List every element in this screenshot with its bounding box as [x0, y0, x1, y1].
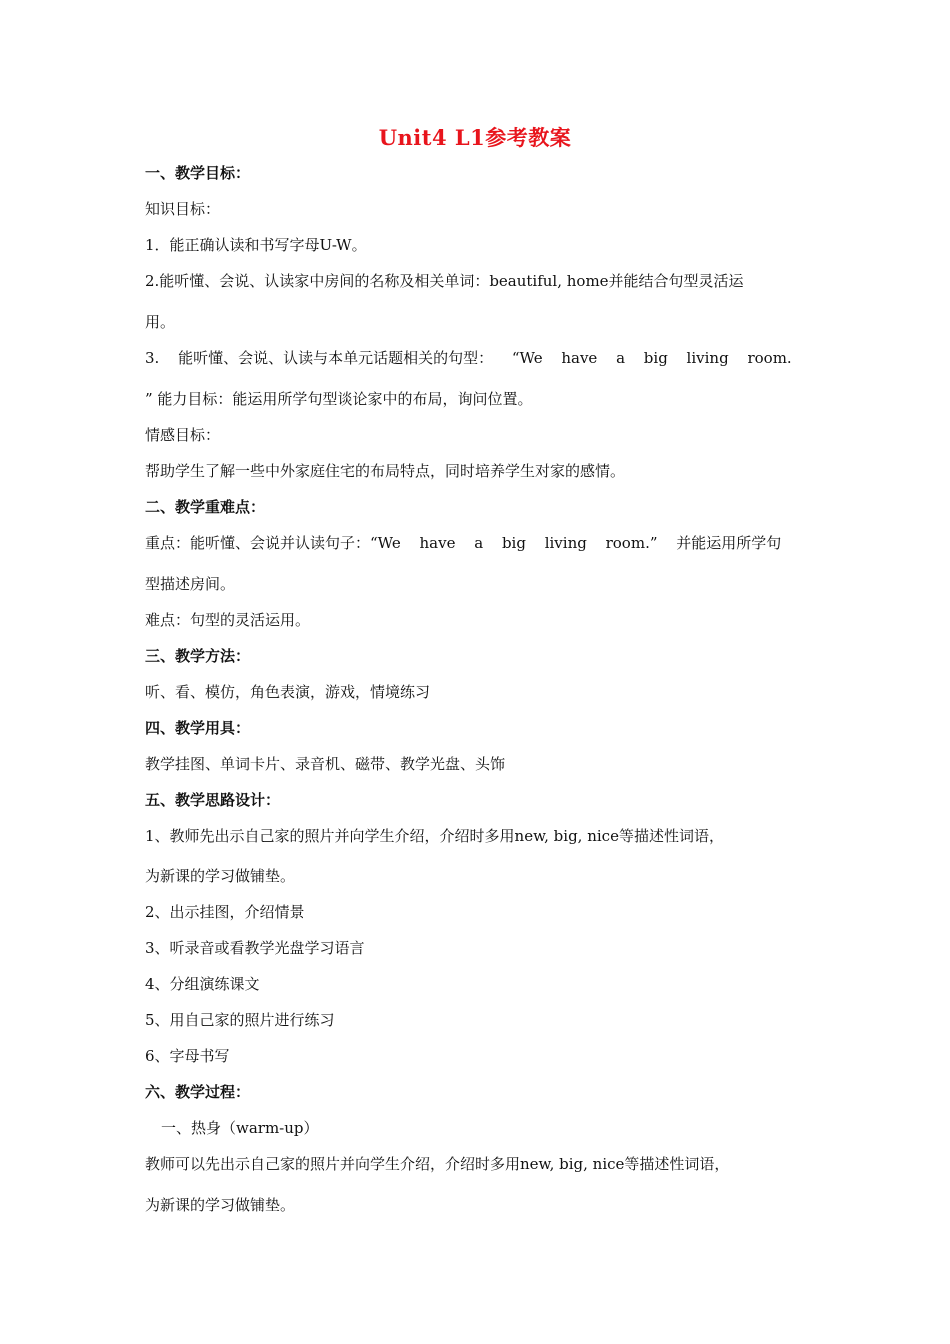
document-title: Unit4 L1参考教案	[378, 125, 572, 150]
section-heading-process: 六、教学过程：	[145, 1083, 251, 1101]
design-step-1: 1、教师先出示自己家的照片并向学生介绍，介绍时多用new, big, nice等描述性词语，	[145, 827, 724, 845]
process-warmup-text-continued: 为新课的学习做铺垫。	[145, 1196, 296, 1214]
design-step-6: 6、字母书写	[145, 1047, 230, 1065]
objective-item-3: 3. 能听懂、会说、认读与本单元话题相关的句型： “We have a big living room.	[145, 349, 792, 367]
section-heading-key-points: 二、教学重难点：	[145, 498, 266, 516]
emotional-objectives-text: 帮助学生了解一些中外家庭住宅的布局特点，同时培养学生对家的感情。	[145, 462, 626, 480]
emotional-objectives-label: 情感目标：	[145, 426, 221, 444]
design-step-3: 3、听录音或看教学光盘学习语言	[145, 939, 365, 957]
design-step-1-continued: 为新课的学习做铺垫。	[145, 867, 296, 885]
objective-item-2: 2.能听懂、会说、认读家中房间的名称及相关单词：beautiful, home并能结合句型灵活运	[145, 272, 744, 290]
knowledge-objectives-label: 知识目标：	[145, 200, 221, 218]
design-step-4: 4、分组演练课文	[145, 975, 260, 993]
design-step-5: 5、用自己家的照片进行练习	[145, 1011, 335, 1029]
section-heading-methods: 三、教学方法：	[145, 647, 251, 665]
section-heading-objectives: 一、教学目标：	[145, 164, 251, 182]
difficult-point-text: 难点：句型的灵活运用。	[145, 611, 311, 629]
objective-item-2-continued: 用。	[145, 313, 176, 331]
key-point-text-continued: 型描述房间。	[145, 575, 236, 593]
ability-objectives: ” 能力目标：能运用所学句型谈论家中的布局，询问位置。	[145, 390, 533, 408]
objective-item-1: 1．能正确认读和书写字母U-W。	[145, 236, 367, 254]
section-heading-design: 五、教学思路设计：	[145, 791, 281, 809]
methods-text: 听、看、模仿，角色表演，游戏，情境练习	[145, 683, 431, 701]
tools-text: 教学挂图、单词卡片、录音机、磁带、教学光盘、头饰	[145, 755, 506, 773]
process-warmup-text: 教师可以先出示自己家的照片并向学生介绍，介绍时多用new, big, nice等描述性词语，	[145, 1155, 730, 1173]
design-step-2: 2、出示挂图，介绍情景	[145, 903, 305, 921]
section-heading-tools: 四、教学用具：	[145, 719, 251, 737]
key-point-text: 重点：能听懂、会说并认读句子：“We have a big living room.” 并能运用所学句	[145, 534, 782, 552]
process-warmup-heading: 一、热身（warm-up）	[161, 1119, 319, 1137]
